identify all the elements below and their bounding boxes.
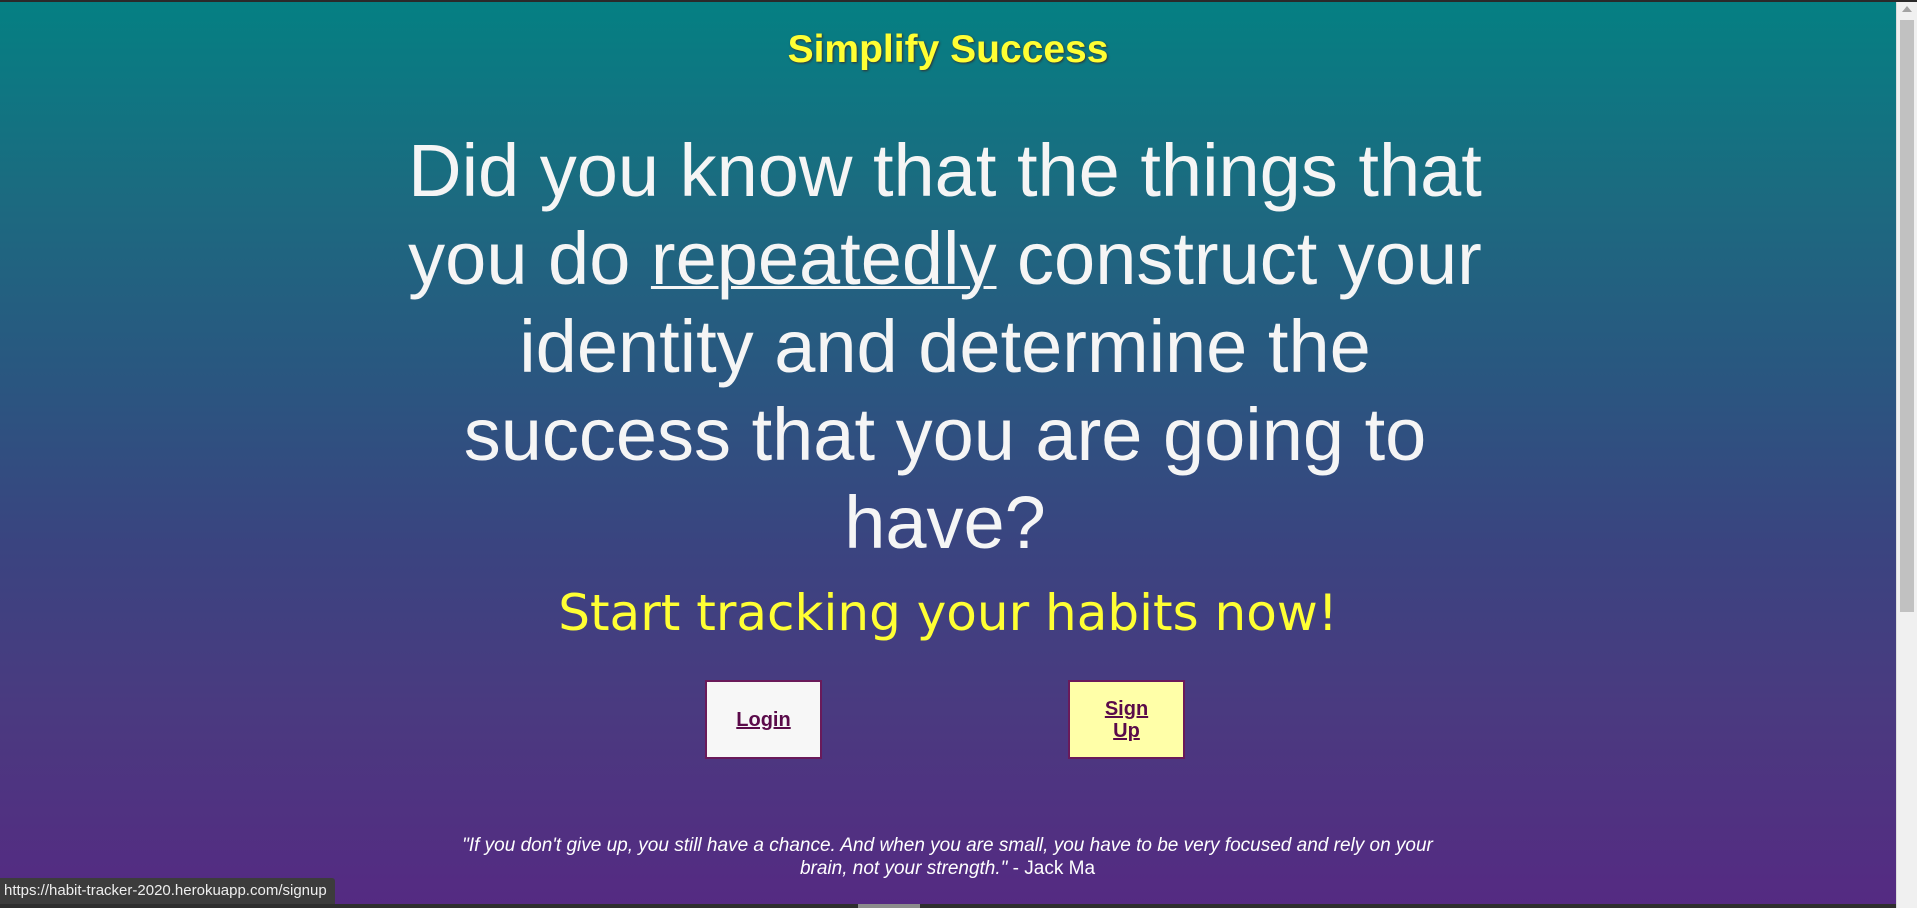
headline-text-start: Did you know that the things that you do: [408, 129, 1482, 300]
headline-text-end: construct your identity and determine the success that you are going to have?: [463, 217, 1482, 564]
horizontal-scrollbar[interactable]: [0, 904, 1896, 908]
brand-title: Simplify Success: [787, 28, 1109, 71]
quote: [440, 834, 1455, 880]
horizontal-scroll-thumb[interactable]: [858, 904, 920, 908]
login-button-label: Login: [736, 708, 791, 731]
signup-button[interactable]: [1068, 680, 1185, 759]
vertical-scroll-thumb[interactable]: [1900, 20, 1914, 612]
hero-headline: [395, 127, 1495, 567]
headline-emphasis: repeatedly: [650, 217, 997, 300]
quote-text: "If you don't give up, you still have a chance. And when you are small, you have to be very focused and rely on your brain, not your strength.": [462, 835, 1433, 879]
scroll-up-arrow-icon[interactable]: [1902, 6, 1912, 12]
landing-page: [0, 2, 1896, 908]
status-bar-url: https://habit-tracker-2020.herokuapp.com/signup: [0, 878, 335, 904]
quote-author: - Jack Ma: [1007, 858, 1096, 879]
login-button[interactable]: [705, 680, 822, 759]
vertical-scrollbar[interactable]: [1896, 2, 1917, 908]
signup-button-label: Sign Up: [1104, 697, 1149, 742]
cta-text: Start tracking your habits now!: [558, 584, 1338, 642]
